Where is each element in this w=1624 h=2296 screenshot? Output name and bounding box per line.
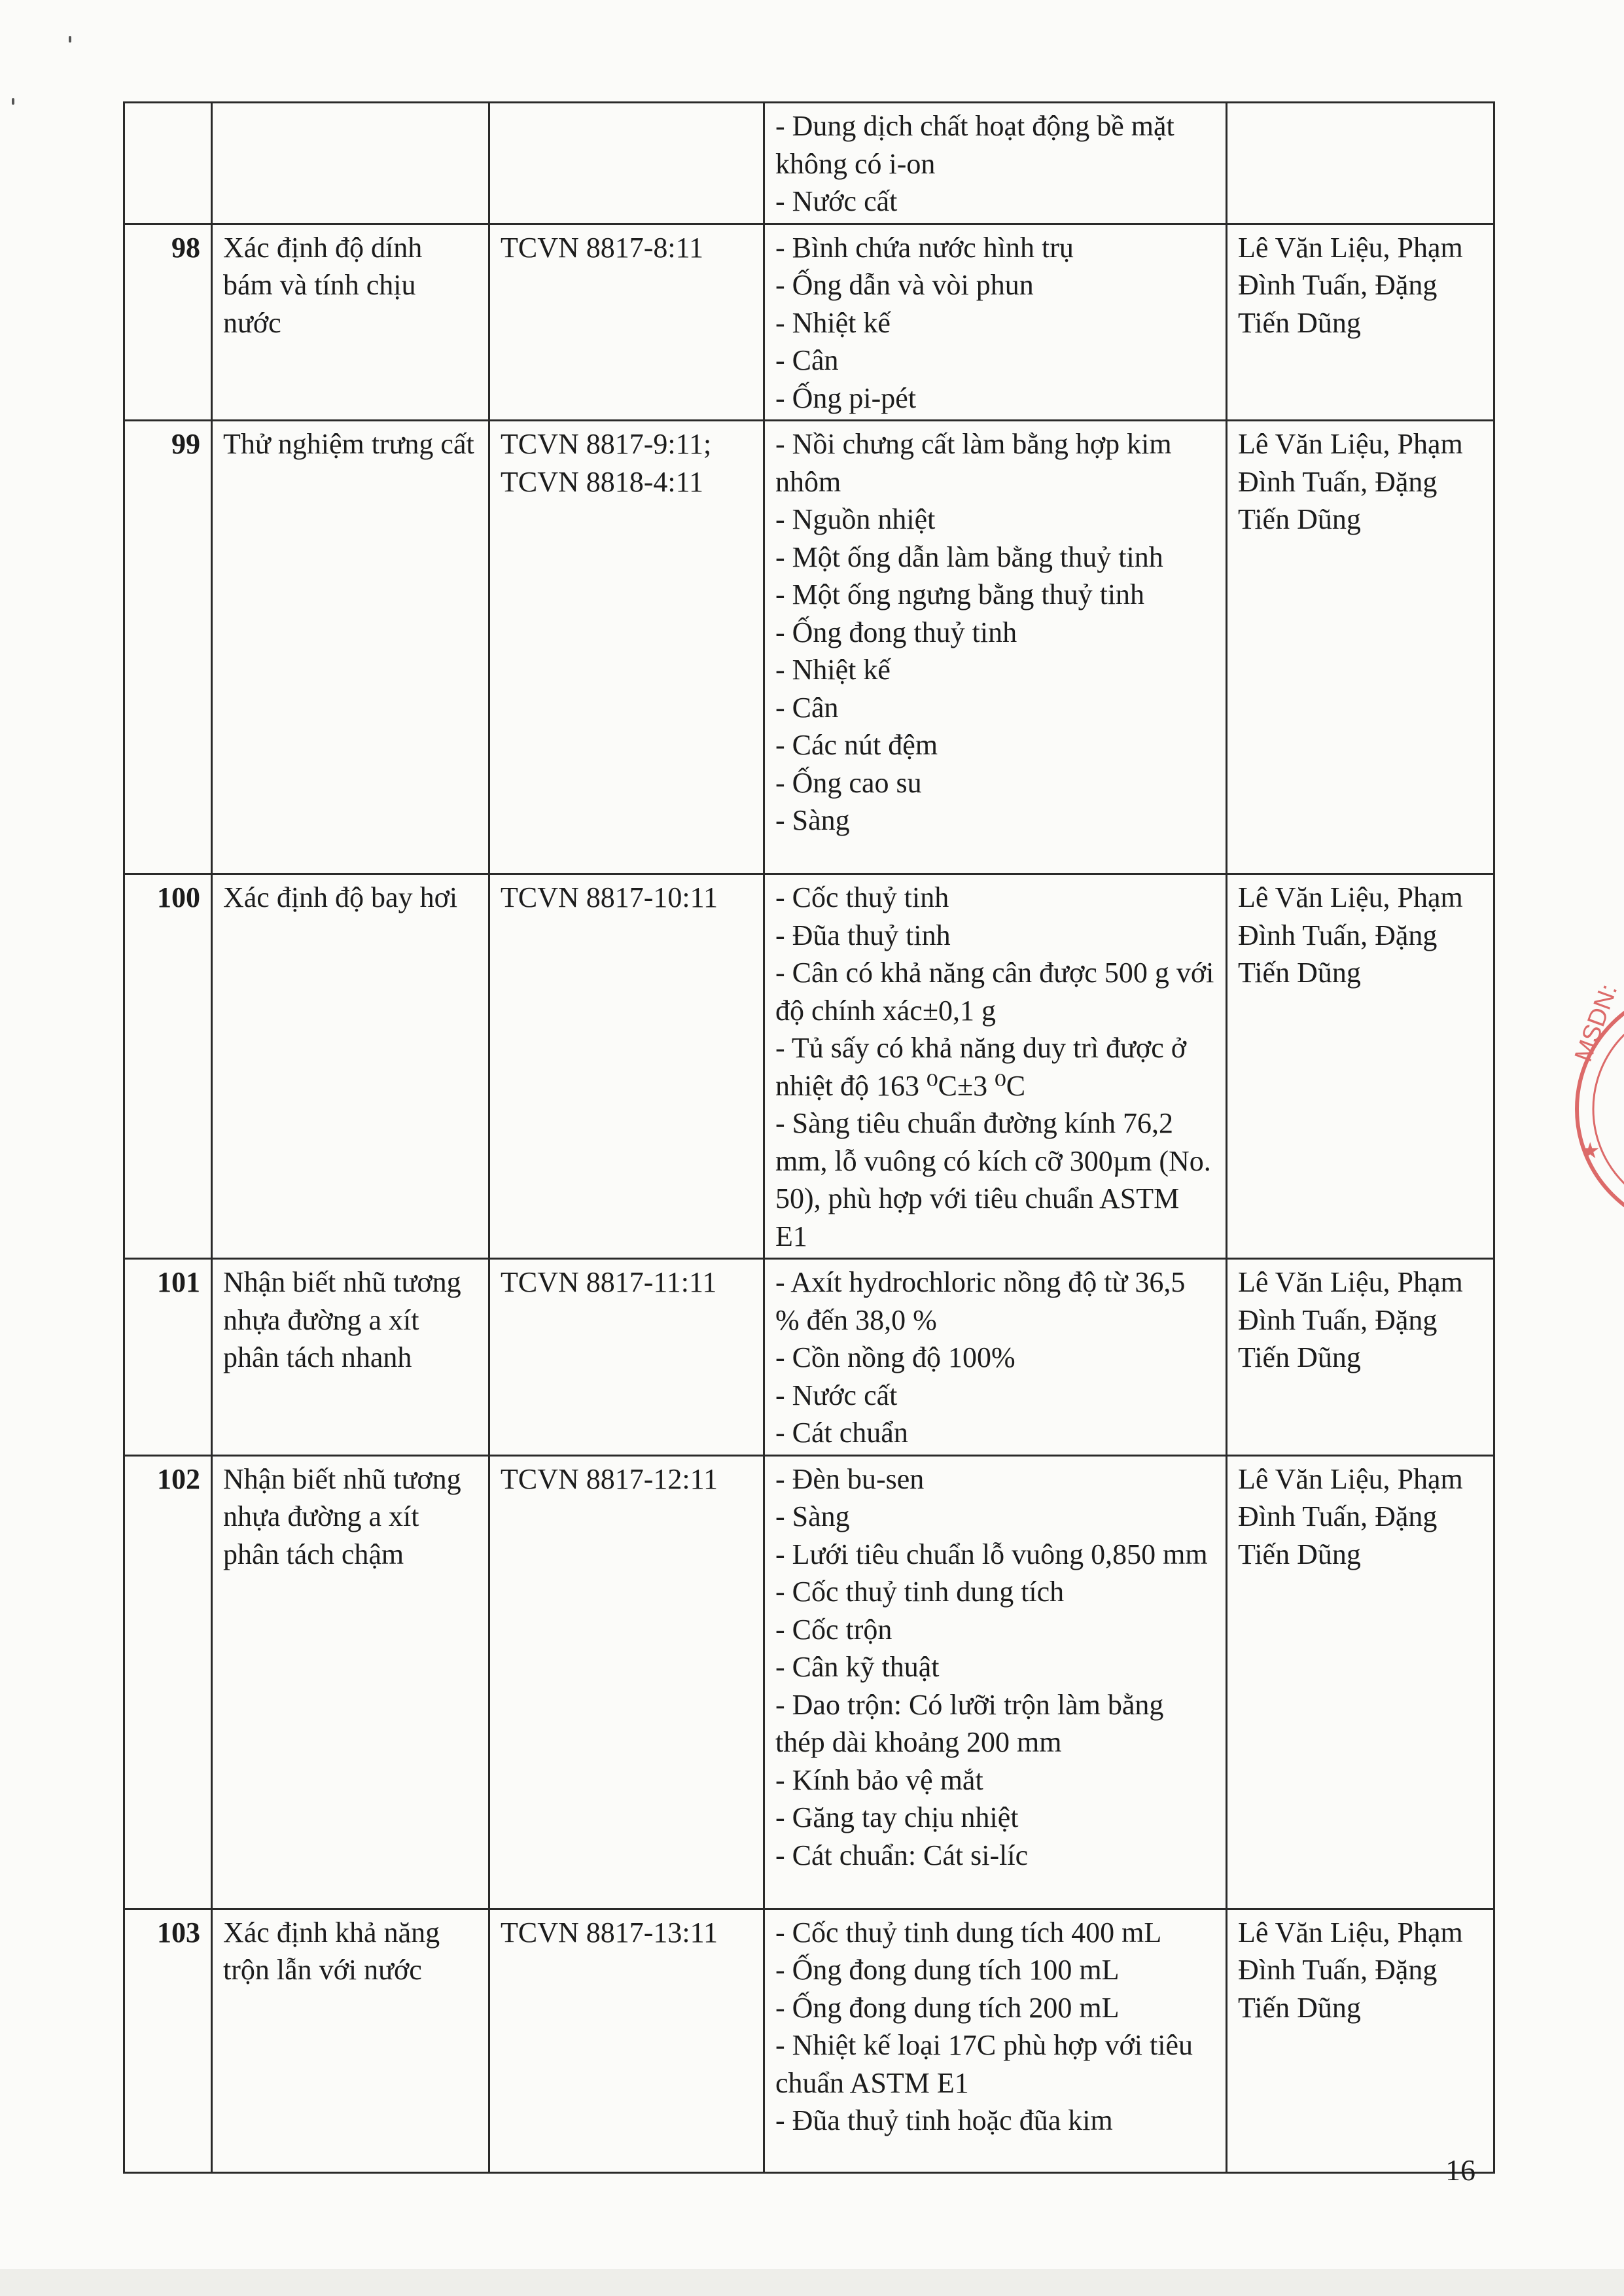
equipment-item: - Các nút đệm: [775, 729, 938, 761]
table-row: [124, 1259, 1494, 1456]
equipment-item: - Nguồn nhiệt: [775, 503, 936, 535]
row-number: 101: [124, 1259, 212, 1456]
test-name: Xác định khả năng trộn lẫn với nước: [212, 1909, 489, 2172]
table-row: [124, 224, 1494, 421]
equipment-item: - Ống đong dung tích 100 mL: [775, 1954, 1120, 1986]
row-number: 103: [124, 1909, 212, 2172]
equipment-list: [764, 1909, 1227, 2172]
personnel: Lê Văn Liệu, Phạm Đình Tuấn, Đặng Tiến Dũng: [1227, 421, 1494, 874]
test-name: Xác định độ bay hơi: [212, 874, 489, 1259]
equipment-item: - Ống cao su: [775, 766, 922, 799]
row-number: 100: [124, 874, 212, 1259]
red-seal-stamp: [1541, 978, 1624, 1240]
test-name: Nhận biết nhũ tương nhựa đường a xít phân tách nhanh: [212, 1259, 489, 1456]
equipment-item: - Tủ sấy có khả năng duy trì được ở nhiệt độ 163 ⁰C±3 ⁰C: [775, 1032, 1186, 1102]
equipment-item: - Cốc trộn: [775, 1613, 892, 1646]
personnel: Lê Văn Liệu, Phạm Đình Tuấn, Đặng Tiến Dũng: [1227, 224, 1494, 421]
standard-code: TCVN 8817-8:11: [489, 224, 764, 421]
equipment-item: - Cát chuẩn: Cát si-líc: [775, 1839, 1029, 1871]
equipment-item: - Bình chứa nước hình trụ: [775, 231, 1074, 264]
stamp-text: MSDN:: [1569, 980, 1623, 1066]
row-number: [124, 103, 212, 224]
equipment-item: - Cân: [775, 691, 839, 724]
equipment-item: - Nhiệt kế: [775, 306, 891, 339]
standard-code: TCVN 8817-12:11: [489, 1455, 764, 1909]
equipment-item: - Một ống dẫn làm bằng thuỷ tinh: [775, 540, 1163, 573]
standard-code: TCVN 8817-10:11: [489, 874, 764, 1259]
equipment-item: - Cồn nồng độ 100%: [775, 1341, 1015, 1373]
equipment-item: - Ống đong thuỷ tinh: [775, 616, 1017, 648]
row-number: 99: [124, 421, 212, 874]
row-number: 98: [124, 224, 212, 421]
equipment-item: - Nồi chưng cất làm bằng hợp kim nhôm: [775, 428, 1172, 498]
equipment-list: [764, 224, 1227, 421]
standard-code: TCVN 8817-9:11; TCVN 8818-4:11: [489, 421, 764, 874]
equipment-item: - Đũa thuỷ tinh hoặc đũa kim: [775, 2104, 1113, 2136]
equipment-item: - Nhiệt kế: [775, 654, 891, 686]
equipment-item: - Cốc thuỷ tinh: [775, 881, 949, 913]
table-row: [124, 874, 1494, 1259]
equipment-item: - Nước cất: [775, 185, 898, 217]
personnel: [1227, 103, 1494, 224]
equipment-item: - Cốc thuỷ tinh dung tích: [775, 1576, 1065, 1608]
equipment-item: - Nước cất: [775, 1379, 898, 1411]
standard-code: [489, 103, 764, 224]
equipment-item: - Một ống ngưng bằng thuỷ tinh: [775, 578, 1145, 610]
equipment-item: - Đèn bu-sen: [775, 1462, 925, 1495]
table-row: [124, 1909, 1494, 2172]
equipment-item: - Cát chuẩn: [775, 1417, 908, 1449]
table-row: [124, 421, 1494, 874]
equipment-item: - Sàng tiêu chuẩn đường kính 76,2 mm, lỗ vuông có kích cỡ 300µm (No. 50), phù hợp với tiêu chuẩn ASTM E1: [775, 1107, 1211, 1252]
equipment-item: - Dung dịch chất hoạt động bề mặt không có i-on: [775, 110, 1174, 180]
stamp-star-icon: ★: [1580, 1138, 1600, 1164]
test-name: Thử nghiệm trưng cất: [212, 421, 489, 874]
equipment-item: - Cốc thuỷ tinh dung tích 400 mL: [775, 1916, 1162, 1949]
equipment-list: [764, 874, 1227, 1259]
equipment-item: - Lưới tiêu chuẩn lỗ vuông 0,850 mm: [775, 1538, 1208, 1570]
equipment-table: [123, 101, 1495, 2174]
equipment-list: [764, 1455, 1227, 1909]
test-name: Nhận biết nhũ tương nhựa đường a xít phân tách chậm: [212, 1455, 489, 1909]
test-name: [212, 103, 489, 224]
standard-code: TCVN 8817-11:11: [489, 1259, 764, 1456]
personnel: Lê Văn Liệu, Phạm Đình Tuấn, Đặng Tiến Dũng: [1227, 874, 1494, 1259]
personnel: Lê Văn Liệu, Phạm Đình Tuấn, Đặng Tiến Dũng: [1227, 1455, 1494, 1909]
equipment-item: - Ống dẫn và vòi phun: [775, 269, 1034, 301]
equipment-item: - Dao trộn: Có lưỡi trộn làm bằng thép dài khoảng 200 mm: [775, 1688, 1164, 1758]
row-number: 102: [124, 1455, 212, 1909]
equipment-item: - Sàng: [775, 804, 850, 836]
equipment-item: - Axít hydrochloric nồng độ từ 36,5 % đến 38,0 %: [775, 1266, 1186, 1336]
scan-speck: [69, 36, 71, 43]
equipment-item: - Cân có khả năng cân được 500 g với độ chính xác±0,1 g: [775, 957, 1214, 1027]
test-name: Xác định độ dính bám và tính chịu nước: [212, 224, 489, 421]
equipment-item: - Đũa thuỷ tinh: [775, 919, 951, 951]
personnel: Lê Văn Liệu, Phạm Đình Tuấn, Đặng Tiến Dũng: [1227, 1259, 1494, 1456]
personnel: Lê Văn Liệu, Phạm Đình Tuấn, Đặng Tiến Dũng: [1227, 1909, 1494, 2172]
equipment-list: [764, 421, 1227, 874]
equipment-list: [764, 1259, 1227, 1456]
equipment-item: - Ống đong dung tích 200 mL: [775, 1991, 1120, 2024]
equipment-item: - Cân kỹ thuật: [775, 1651, 940, 1683]
equipment-item: - Nhiệt kế loại 17C phù hợp với tiêu chuẩn ASTM E1: [775, 2029, 1193, 2099]
standard-code: TCVN 8817-13:11: [489, 1909, 764, 2172]
equipment-item: - Găng tay chịu nhiệt: [775, 1801, 1019, 1833]
table-row: [124, 103, 1494, 224]
equipment-item: - Cân: [775, 344, 839, 376]
equipment-item: - Ống pi-pét: [775, 381, 917, 414]
equipment-list: [764, 103, 1227, 224]
page-number: 16: [1445, 2153, 1475, 2187]
equipment-item: - Sàng: [775, 1500, 850, 1532]
scan-speck: [12, 98, 14, 105]
scan-edge: [0, 2269, 1624, 2296]
equipment-item: - Kính bảo vệ mắt: [775, 1763, 983, 1796]
table-row: [124, 1455, 1494, 1909]
